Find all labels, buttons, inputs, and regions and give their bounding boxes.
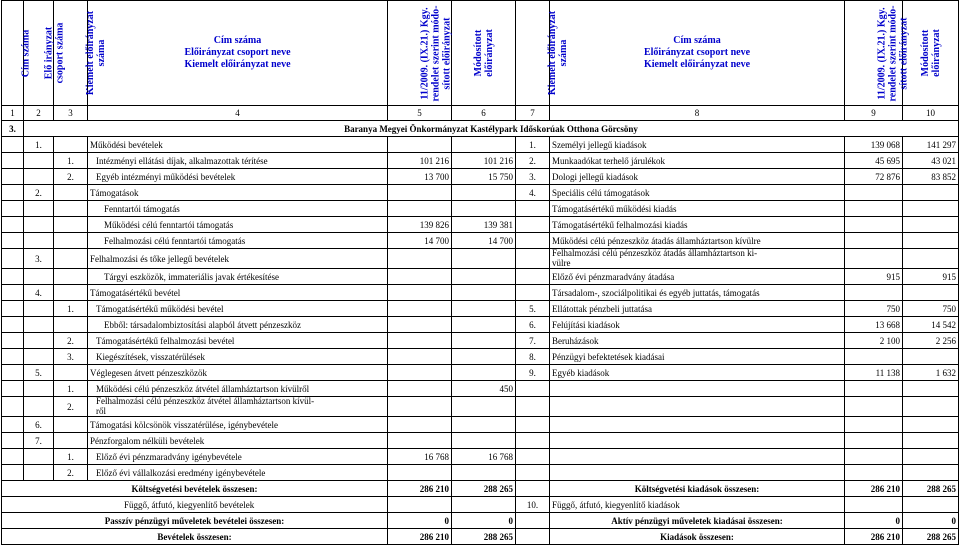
revenue-original-value xyxy=(388,285,452,301)
expense-modified-value xyxy=(903,285,959,301)
table-row xyxy=(2,233,959,249)
expense-number-cell: 4. xyxy=(516,185,550,201)
expense-number-cell xyxy=(516,285,550,301)
csoport-szama-cell: 1. xyxy=(24,137,54,153)
revenue-original-value xyxy=(388,397,452,417)
expense-number-cell: 8. xyxy=(516,349,550,365)
expense-number-cell: 1. xyxy=(516,137,550,153)
expense-modified-value xyxy=(903,249,959,269)
expense-name-cell: Előző évi pénzmaradvány átadása xyxy=(550,269,845,285)
expense-name-cell: Támogatásértékű működési kiadás xyxy=(550,201,845,217)
summary-expense-original xyxy=(845,497,903,513)
expense-original-value: 45 695 xyxy=(845,153,903,169)
revenue-modified-value: 14 700 xyxy=(452,233,516,249)
summary-expense-original: 286 210 xyxy=(845,481,903,497)
summary-revenue-original: 0 xyxy=(388,513,452,529)
summary-revenue-label: Függő, átfutó, kiegyenlítő bevételek xyxy=(2,497,388,513)
revenue-original-value: 16 768 xyxy=(388,449,452,465)
header-modositott-right: Módosított előirányzat xyxy=(903,1,959,106)
revenue-modified-value: 139 381 xyxy=(452,217,516,233)
revenue-original-value xyxy=(388,201,452,217)
expense-name-cell: Munkaadókat terhelő járulékok xyxy=(550,153,845,169)
csoport-szama-cell: 7. xyxy=(24,433,54,449)
summary-expense-label: Költségvetési kiadások összesen: xyxy=(550,481,845,497)
summary-row xyxy=(2,529,959,545)
kiemelt-szama-cell: 2. xyxy=(54,397,88,417)
summary-expense-original: 286 210 xyxy=(845,529,903,545)
expense-number-cell: 3. xyxy=(516,169,550,185)
cim-szama-cell xyxy=(2,217,24,233)
expense-name-cell: Felhalmozási célú pénzeszköz átadás államháztartson ki- vülre xyxy=(550,249,845,269)
revenue-modified-value xyxy=(452,333,516,349)
expense-name-cell xyxy=(550,433,845,449)
revenue-original-value xyxy=(388,301,452,317)
csoport-szama-cell: 2. xyxy=(24,185,54,201)
table-row xyxy=(2,249,959,269)
cim-szama-cell xyxy=(2,153,24,169)
csoport-szama-cell xyxy=(24,269,54,285)
expense-number-cell xyxy=(516,417,550,433)
csoport-szama-cell xyxy=(24,397,54,417)
institution-title-row xyxy=(2,121,959,137)
kiemelt-szama-cell: 1. xyxy=(54,301,88,317)
revenue-modified-value xyxy=(452,285,516,301)
revenue-original-value xyxy=(388,365,452,381)
kiemelt-szama-cell xyxy=(54,137,88,153)
cim-szama-cell xyxy=(2,301,24,317)
revenue-modified-value xyxy=(452,269,516,285)
revenue-name-cell: Ebből: társadalombiztosítási alapból átvett pénzeszköz xyxy=(88,317,388,333)
revenue-name-cell: Támogatási kölcsönök visszatérülése, igénybevétele xyxy=(88,417,388,433)
cim-szama-cell xyxy=(2,317,24,333)
kiemelt-szama-cell xyxy=(54,285,88,301)
header-cim-szama: Cím száma xyxy=(2,1,24,106)
csoport-szama-cell xyxy=(24,449,54,465)
summary-row xyxy=(2,513,959,529)
revenue-name-cell: Felhalmozási és tőke jellegű bevételek xyxy=(88,249,388,269)
expense-modified-value: 2 256 xyxy=(903,333,959,349)
summary-expense-label: Kiadások összesen: xyxy=(550,529,845,545)
revenue-name-cell: Támogatások xyxy=(88,185,388,201)
revenue-name-cell: Kiegészítések, visszatérülések xyxy=(88,349,388,365)
csoport-szama-cell: 3. xyxy=(24,249,54,269)
cim-szama-cell xyxy=(2,269,24,285)
expense-modified-value xyxy=(903,217,959,233)
kiemelt-szama-cell xyxy=(54,201,88,217)
csoport-szama-cell xyxy=(24,465,54,481)
csoport-szama-cell: 6. xyxy=(24,417,54,433)
expense-original-value xyxy=(845,249,903,269)
revenue-original-value xyxy=(388,381,452,397)
revenue-name-cell: Felhalmozási célú fenntartói támogatás xyxy=(88,233,388,249)
expense-modified-value xyxy=(903,449,959,465)
expense-original-value xyxy=(845,349,903,365)
cim-szama-cell xyxy=(2,185,24,201)
expense-name-cell: Felújítási kiadások xyxy=(550,317,845,333)
kiemelt-szama-cell xyxy=(54,317,88,333)
expense-original-value xyxy=(845,465,903,481)
expense-number-cell: 2. xyxy=(516,153,550,169)
expense-modified-value: 14 542 xyxy=(903,317,959,333)
revenue-original-value xyxy=(388,433,452,449)
revenue-original-value xyxy=(388,333,452,349)
revenue-name-cell: Pénzforgalom nélküli bevételek xyxy=(88,433,388,449)
colnum: 4 xyxy=(88,106,388,121)
expense-original-value xyxy=(845,397,903,417)
expense-original-value: 139 068 xyxy=(845,137,903,153)
csoport-szama-cell xyxy=(24,217,54,233)
expense-name-cell xyxy=(550,397,845,417)
revenue-name-cell: Tárgyi eszközök, immateriális javak értékesítése xyxy=(88,269,388,285)
summary-row xyxy=(2,497,959,513)
summary-revenue-original: 286 210 xyxy=(388,529,452,545)
colnum: 10 xyxy=(903,106,959,121)
expense-original-value xyxy=(845,433,903,449)
expense-original-value xyxy=(845,449,903,465)
cim-szama-cell xyxy=(2,349,24,365)
expense-modified-value xyxy=(903,233,959,249)
colnum: 5 xyxy=(388,106,452,121)
revenue-modified-value xyxy=(452,249,516,269)
revenue-original-value xyxy=(388,137,452,153)
header-rendelet-right: 11/2009. (IX.21.) Kgy. rendelet szerint módo- sított előirányzat xyxy=(845,1,903,106)
header-row xyxy=(2,1,959,106)
summary-expense-number xyxy=(516,529,550,545)
kiemelt-szama-cell: 1. xyxy=(54,153,88,169)
revenue-modified-value xyxy=(452,417,516,433)
expense-original-value xyxy=(845,217,903,233)
revenue-original-value xyxy=(388,349,452,365)
revenue-name-cell: Működési célú fenntartói támogatás xyxy=(88,217,388,233)
cim-szama-cell xyxy=(2,365,24,381)
expense-modified-value xyxy=(903,465,959,481)
revenue-modified-value xyxy=(452,349,516,365)
expense-number-cell xyxy=(516,217,550,233)
expense-original-value: 915 xyxy=(845,269,903,285)
table-row xyxy=(2,433,959,449)
header-kiemelt-szama-left: Kiemelt előirányzat száma xyxy=(54,1,88,106)
table-row xyxy=(2,333,959,349)
institution-number: 3. xyxy=(2,121,24,137)
revenue-name-cell: Előző évi pénzmaradvány igénybevétele xyxy=(88,449,388,465)
table-row xyxy=(2,465,959,481)
table-row xyxy=(2,381,959,397)
expense-name-cell: Dologi jellegű kiadások xyxy=(550,169,845,185)
expense-original-value: 13 668 xyxy=(845,317,903,333)
kiemelt-szama-cell xyxy=(54,417,88,433)
cim-szama-cell xyxy=(2,249,24,269)
expense-name-cell: Támogatásértékű felhalmozási kiadás xyxy=(550,217,845,233)
colnum: 3 xyxy=(54,106,88,121)
kiemelt-szama-cell xyxy=(54,365,88,381)
table-row xyxy=(2,137,959,153)
summary-expense-modified xyxy=(903,497,959,513)
csoport-szama-cell xyxy=(24,301,54,317)
table-row xyxy=(2,417,959,433)
revenue-modified-value xyxy=(452,365,516,381)
csoport-szama-cell xyxy=(24,349,54,365)
csoport-szama-cell: 4. xyxy=(24,285,54,301)
header-names-right: Cím száma Előirányzat csoport neve Kiemelt előirányzat neve xyxy=(550,1,845,106)
csoport-szama-cell xyxy=(24,153,54,169)
expense-number-cell xyxy=(516,449,550,465)
expense-modified-value: 43 021 xyxy=(903,153,959,169)
cim-szama-cell xyxy=(2,233,24,249)
expense-original-value: 2 100 xyxy=(845,333,903,349)
institution-title: Baranya Megyei Önkormányzat Kastélypark Időskorúak Otthona Görcsöny xyxy=(24,121,959,137)
csoport-szama-cell xyxy=(24,233,54,249)
kiemelt-szama-cell xyxy=(54,433,88,449)
cim-szama-cell xyxy=(2,333,24,349)
csoport-szama-cell xyxy=(24,317,54,333)
expense-modified-value: 915 xyxy=(903,269,959,285)
expense-number-cell xyxy=(516,433,550,449)
summary-revenue-original: 286 210 xyxy=(388,481,452,497)
summary-expense-modified: 288 265 xyxy=(903,529,959,545)
kiemelt-szama-cell: 2. xyxy=(54,169,88,185)
kiemelt-szama-cell xyxy=(54,185,88,201)
summary-expense-number: 10. xyxy=(516,497,550,513)
cim-szama-cell xyxy=(2,381,24,397)
table-row xyxy=(2,217,959,233)
revenue-modified-value xyxy=(452,185,516,201)
revenue-modified-value: 16 768 xyxy=(452,449,516,465)
header-names-left: Cím száma Előirányzat csoport neve Kiemelt előirányzat neve xyxy=(88,1,388,106)
summary-expense-number xyxy=(516,513,550,529)
expense-original-value xyxy=(845,201,903,217)
kiemelt-szama-cell xyxy=(54,217,88,233)
revenue-modified-value xyxy=(452,397,516,417)
revenue-original-value xyxy=(388,269,452,285)
expense-name-cell: Ellátottak pénzbeli juttatása xyxy=(550,301,845,317)
header-kiemelt-szama-right: Kiemelt előirányzat száma xyxy=(516,1,550,106)
expense-name-cell: Társadalom-, szociálpolitikai és egyéb juttatás, támogatás xyxy=(550,285,845,301)
expense-modified-value xyxy=(903,349,959,365)
expense-modified-value: 1 632 xyxy=(903,365,959,381)
expense-original-value xyxy=(845,381,903,397)
colnum: 8 xyxy=(550,106,845,121)
expense-number-cell xyxy=(516,201,550,217)
expense-modified-value xyxy=(903,185,959,201)
revenue-name-cell: Támogatásértékű bevétel xyxy=(88,285,388,301)
summary-revenue-label: Passzív pénzügyi műveletek bevételei összesen: xyxy=(2,513,388,529)
revenue-modified-value: 450 xyxy=(452,381,516,397)
kiemelt-szama-cell: 1. xyxy=(54,449,88,465)
revenue-name-cell: Fenntartói támogatás xyxy=(88,201,388,217)
summary-expense-label: Függő, átfutó, kiegyenlítő kiadások xyxy=(550,497,845,513)
csoport-szama-cell xyxy=(24,333,54,349)
table-row xyxy=(2,301,959,317)
revenue-original-value xyxy=(388,317,452,333)
cim-szama-cell xyxy=(2,449,24,465)
summary-revenue-modified: 288 265 xyxy=(452,481,516,497)
header-eloiranyzat-csoport: Elő irányzat csoport száma xyxy=(24,1,54,106)
expense-original-value: 750 xyxy=(845,301,903,317)
revenue-modified-value xyxy=(452,201,516,217)
csoport-szama-cell xyxy=(24,169,54,185)
table-row xyxy=(2,317,959,333)
colnum: 6 xyxy=(452,106,516,121)
expense-number-cell xyxy=(516,381,550,397)
table-row xyxy=(2,397,959,417)
expense-name-cell: Pénzügyi befektetések kiadásai xyxy=(550,349,845,365)
expense-original-value xyxy=(845,417,903,433)
revenue-modified-value xyxy=(452,317,516,333)
table-row xyxy=(2,349,959,365)
kiemelt-szama-cell: 1. xyxy=(54,381,88,397)
column-number-row xyxy=(2,106,959,121)
summary-revenue-label: Költségvetési bevételek összesen: xyxy=(2,481,388,497)
expense-number-cell: 7. xyxy=(516,333,550,349)
table-row xyxy=(2,201,959,217)
expense-name-cell: Egyéb kiadások xyxy=(550,365,845,381)
revenue-modified-value xyxy=(452,433,516,449)
expense-name-cell xyxy=(550,417,845,433)
expense-name-cell: Személyi jellegű kiadások xyxy=(550,137,845,153)
revenue-original-value xyxy=(388,249,452,269)
expense-original-value: 11 138 xyxy=(845,365,903,381)
colnum: 2 xyxy=(24,106,54,121)
expense-modified-value xyxy=(903,381,959,397)
colnum: 7 xyxy=(516,106,550,121)
revenue-original-value: 139 826 xyxy=(388,217,452,233)
table-row xyxy=(2,365,959,381)
cim-szama-cell xyxy=(2,137,24,153)
summary-revenue-modified: 0 xyxy=(452,513,516,529)
kiemelt-szama-cell: 3. xyxy=(54,349,88,365)
colnum: 1 xyxy=(2,106,24,121)
revenue-modified-value xyxy=(452,465,516,481)
expense-name-cell xyxy=(550,465,845,481)
revenue-modified-value xyxy=(452,137,516,153)
expense-name-cell xyxy=(550,449,845,465)
table-row xyxy=(2,449,959,465)
summary-expense-number xyxy=(516,481,550,497)
summary-revenue-label: Bevételek összesen: xyxy=(2,529,388,545)
expense-number-cell: 5. xyxy=(516,301,550,317)
cim-szama-cell xyxy=(2,433,24,449)
expense-original-value xyxy=(845,285,903,301)
kiemelt-szama-cell xyxy=(54,269,88,285)
table-row xyxy=(2,153,959,169)
summary-row xyxy=(2,481,959,497)
summary-expense-modified: 0 xyxy=(903,513,959,529)
kiemelt-szama-cell xyxy=(54,249,88,269)
revenue-original-value: 101 216 xyxy=(388,153,452,169)
revenue-name-cell: Működési célú pénzeszköz átvétel államháztartson kívülről xyxy=(88,381,388,397)
expense-name-cell: Beruházások xyxy=(550,333,845,349)
expense-modified-value xyxy=(903,433,959,449)
summary-expense-label: Aktív pénzügyi műveletek kiadásai összesen: xyxy=(550,513,845,529)
cim-szama-cell xyxy=(2,169,24,185)
kiemelt-szama-cell xyxy=(54,233,88,249)
revenue-original-value: 14 700 xyxy=(388,233,452,249)
summary-expense-modified: 288 265 xyxy=(903,481,959,497)
revenue-modified-value: 15 750 xyxy=(452,169,516,185)
expense-number-cell xyxy=(516,465,550,481)
summary-revenue-modified xyxy=(452,497,516,513)
summary-revenue-original xyxy=(388,497,452,513)
cim-szama-cell xyxy=(2,465,24,481)
revenue-name-cell: Támogatásértékű működési bevétel xyxy=(88,301,388,317)
table-row xyxy=(2,185,959,201)
revenue-name-cell: Felhalmozási célú pénzeszköz átvétel államháztartson kívül- ről xyxy=(88,397,388,417)
expense-number-cell: 6. xyxy=(516,317,550,333)
expense-number-cell xyxy=(516,269,550,285)
header-modositott-left: Módosított előirányzat xyxy=(452,1,516,106)
expense-modified-value xyxy=(903,397,959,417)
cim-szama-cell xyxy=(2,285,24,301)
header-rendelet-left: 11/2009. (IX.21.) Kgy. rendelet szerint módo- sított előirányzat xyxy=(388,1,452,106)
expense-modified-value: 83 852 xyxy=(903,169,959,185)
budget-table xyxy=(1,0,959,545)
revenue-name-cell: Egyéb intézményi működési bevételek xyxy=(88,169,388,185)
expense-modified-value xyxy=(903,201,959,217)
expense-name-cell: Speciális célú támogatások xyxy=(550,185,845,201)
expense-modified-value xyxy=(903,417,959,433)
revenue-modified-value: 101 216 xyxy=(452,153,516,169)
expense-original-value: 72 876 xyxy=(845,169,903,185)
expense-name-cell xyxy=(550,381,845,397)
kiemelt-szama-cell: 2. xyxy=(54,333,88,349)
expense-modified-value: 750 xyxy=(903,301,959,317)
revenue-modified-value xyxy=(452,301,516,317)
table-row xyxy=(2,269,959,285)
revenue-original-value xyxy=(388,185,452,201)
revenue-original-value: 13 700 xyxy=(388,169,452,185)
revenue-name-cell: Véglegesen átvett pénzeszközök xyxy=(88,365,388,381)
kiemelt-szama-cell: 2. xyxy=(54,465,88,481)
colnum: 9 xyxy=(845,106,903,121)
revenue-name-cell: Működési bevételek xyxy=(88,137,388,153)
csoport-szama-cell xyxy=(24,381,54,397)
expense-name-cell: Működési célú pénzeszköz átadás államháztartson kívülre xyxy=(550,233,845,249)
table-row xyxy=(2,169,959,185)
expense-number-cell: 9. xyxy=(516,365,550,381)
revenue-name-cell: Támogatásértékű felhalmozási bevétel xyxy=(88,333,388,349)
revenue-name-cell: Előző évi vállalkozási eredmény igénybevétele xyxy=(88,465,388,481)
revenue-original-value xyxy=(388,417,452,433)
cim-szama-cell xyxy=(2,397,24,417)
expense-number-cell xyxy=(516,233,550,249)
expense-number-cell xyxy=(516,397,550,417)
revenue-original-value xyxy=(388,465,452,481)
expense-original-value xyxy=(845,233,903,249)
csoport-szama-cell xyxy=(24,201,54,217)
expense-modified-value: 141 297 xyxy=(903,137,959,153)
csoport-szama-cell: 5. xyxy=(24,365,54,381)
cim-szama-cell xyxy=(2,201,24,217)
expense-original-value xyxy=(845,185,903,201)
cim-szama-cell xyxy=(2,417,24,433)
summary-expense-original: 0 xyxy=(845,513,903,529)
summary-revenue-modified: 288 265 xyxy=(452,529,516,545)
revenue-name-cell: Intézményi ellátási díjak, alkalmazottak térítése xyxy=(88,153,388,169)
table-row xyxy=(2,285,959,301)
expense-number-cell xyxy=(516,249,550,269)
